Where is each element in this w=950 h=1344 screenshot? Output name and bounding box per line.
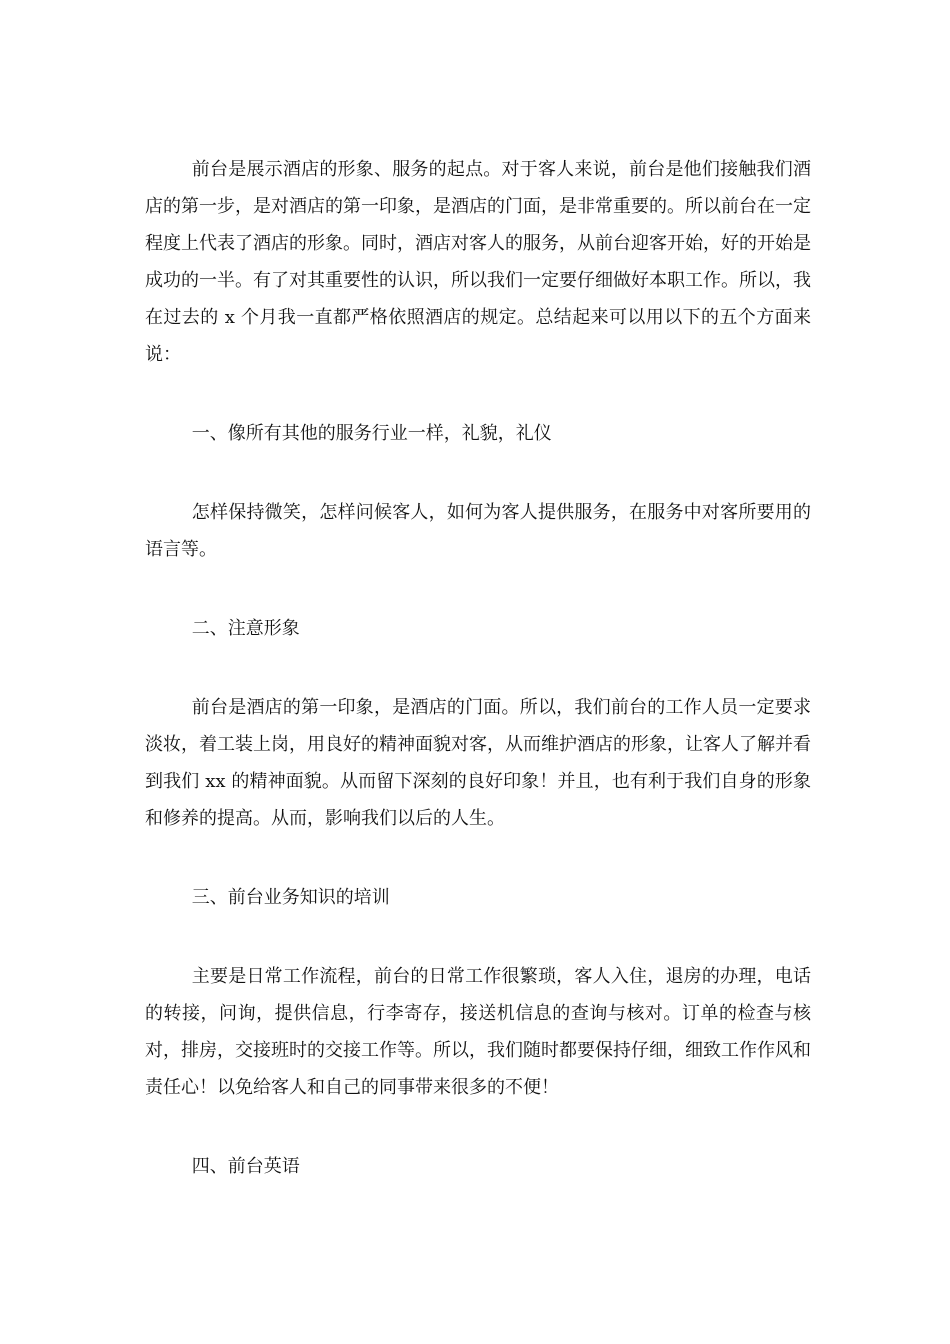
section-heading-4: 四、前台英语 xyxy=(191,1156,300,1177)
paragraph-gap xyxy=(145,1106,811,1148)
paragraph-gap xyxy=(145,452,811,494)
section-heading-2: 二、注意形象 xyxy=(191,618,300,639)
section-body-2: 前台是酒店的第一印象，是酒店的门面。所以，我们前台的工作人员一定要求淡妆，着工装上岗，用良好的精神面貌对客，从而维护酒店的形象，让客人了解并看到我们 xx 的精神面貌。从而留下深刻的良好印象！并且，也有利于我们自身的形象和修养的提高。从而，影响我们以后的人生。 xyxy=(145,697,811,829)
document-body xyxy=(145,151,811,1185)
section-heading-1: 一、像所有其他的服务行业一样，礼貌，礼仪 xyxy=(191,423,552,444)
section-body-1: 怎样保持微笑，怎样问候客人，如何为客人提供服务，在服务中对客所要用的语言等。 xyxy=(145,502,811,560)
paragraph-gap xyxy=(145,373,811,415)
section-heading-3: 三、前台业务知识的培训 xyxy=(191,887,390,908)
paragraph-gap xyxy=(145,647,811,689)
section-body-3: 主要是日常工作流程，前台的日常工作很繁琐，客人入住，退房的办理，电话的转接，问询，提供信息，行李寄存，接送机信息的查询与核对。订单的检查与核对，排房，交接班时的交接工作等。所以，我们随时都要保持仔细，细致工作作风和责任心！以免给客人和自己的同事带来很多的不便！ xyxy=(145,966,811,1098)
intro-paragraph: 前台是展示酒店的形象、服务的起点。对于客人来说，前台是他们接触我们酒店的第一步，是对酒店的第一印象，是酒店的门面，是非常重要的。所以前台在一定程度上代表了酒店的形象。同时，酒店对客人的服务，从前台迎客开始，好的开始是成功的一半。有了对其重要性的认识，所以我们一定要仔细做好本职工作。所以，我在过去的 x 个月我一直都严格依照酒店的规定。总结起来可以用以下的五个方面来说： xyxy=(145,159,811,365)
paragraph-gap xyxy=(145,837,811,879)
paragraph-gap xyxy=(145,568,811,610)
paragraph-gap xyxy=(145,916,811,958)
